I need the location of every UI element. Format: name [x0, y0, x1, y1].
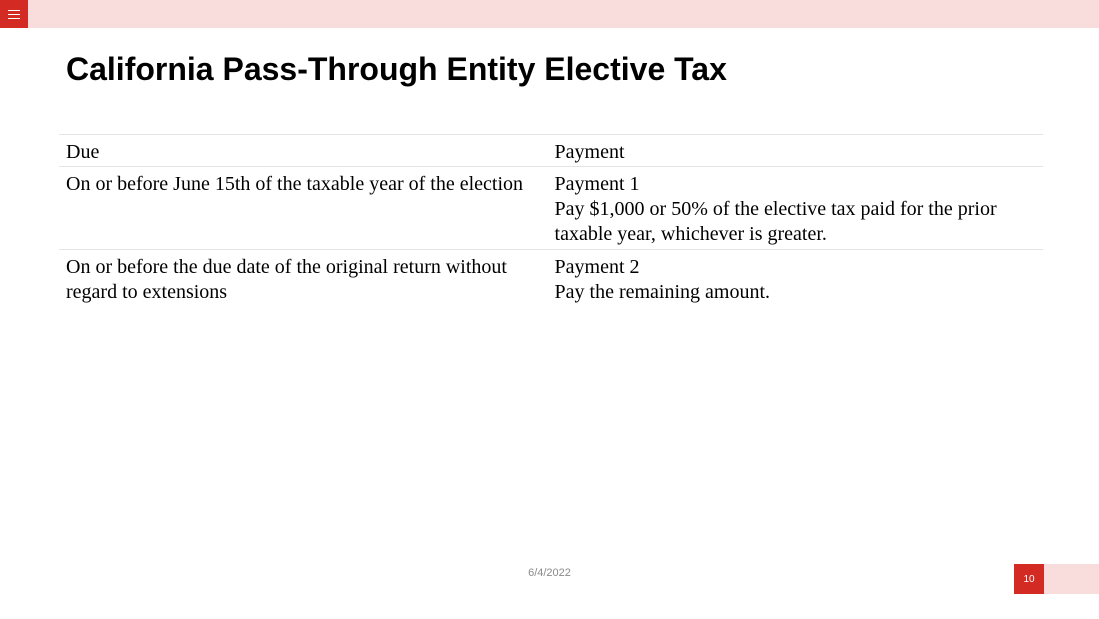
payment-detail: Pay the remaining amount. [554, 281, 771, 303]
header-payment: Payment [548, 135, 1043, 167]
due-cell: On or before June 15th of the taxable year of the election [59, 167, 548, 250]
payment-detail: Pay $1,000 or 50% of the elective tax paid for the prior taxable year, whichever is greater. [554, 198, 997, 245]
page-number: 10 [1014, 564, 1044, 594]
payment-title: Payment 1 [554, 173, 640, 195]
hamburger-menu-icon [8, 10, 20, 19]
footer-date: 6/4/2022 [528, 567, 571, 579]
payment-title: Payment 2 [554, 256, 640, 278]
page-number-strip [1044, 564, 1099, 594]
table-row [59, 167, 1043, 250]
table-header-row [59, 135, 1043, 167]
due-cell: On or before the due date of the original return without regard to extensions [59, 250, 548, 308]
payment-cell [548, 250, 1043, 308]
payment-schedule-table [59, 134, 1043, 307]
menu-button[interactable] [0, 0, 28, 28]
slide-title: California Pass-Through Entity Elective Tax [66, 51, 727, 87]
header-due: Due [59, 135, 548, 167]
top-bar [0, 0, 1099, 28]
payment-cell [548, 167, 1043, 250]
table-row [59, 250, 1043, 308]
